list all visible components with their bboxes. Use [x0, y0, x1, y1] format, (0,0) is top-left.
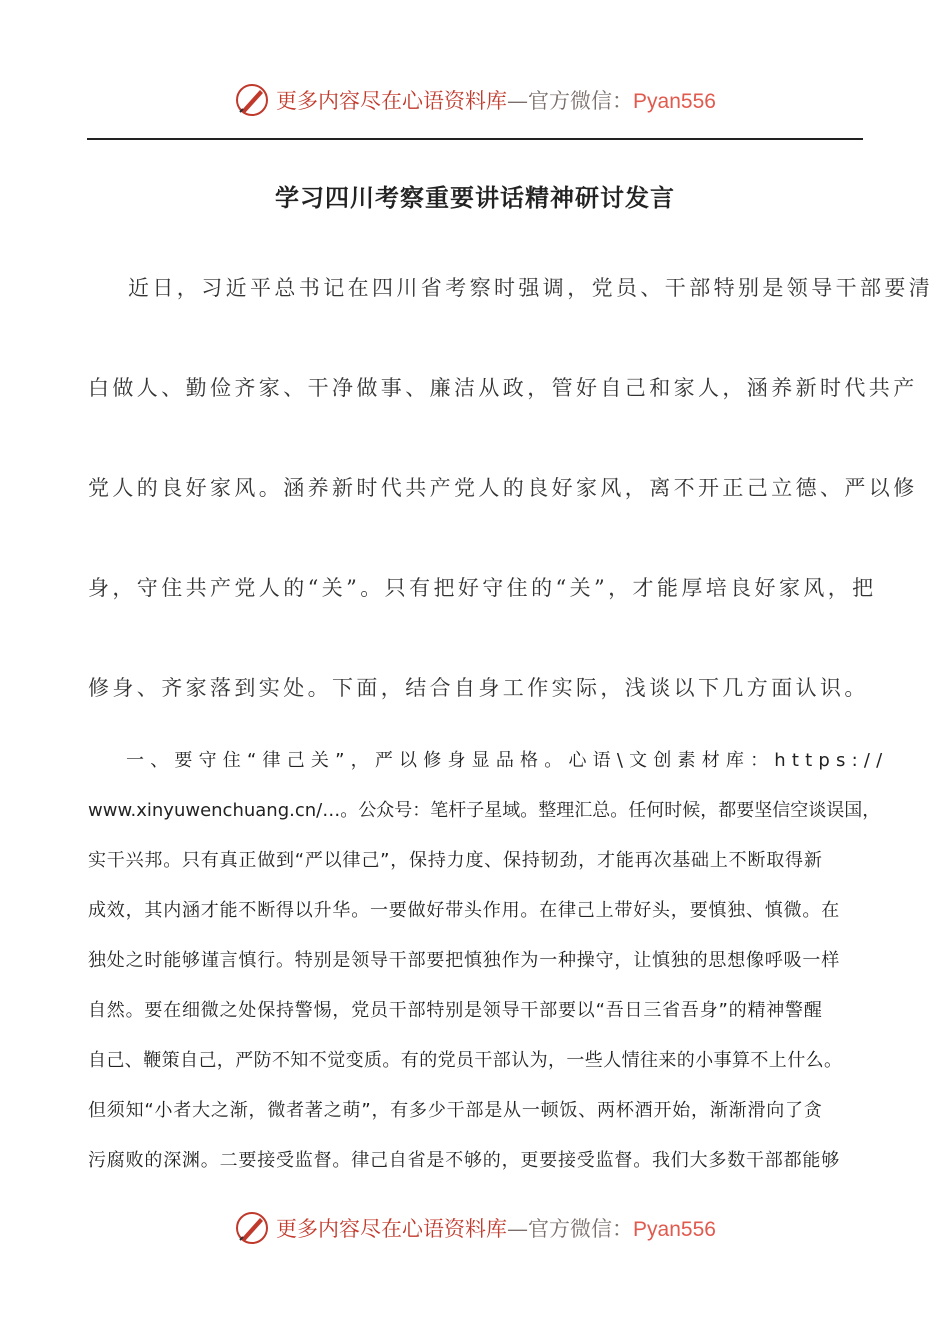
footer-banner: [0, 1210, 950, 1246]
header-divider: [87, 138, 863, 140]
body-line: 实干兴邦。只有真正做到“严以律己”，保持力度、保持韧劲，才能再次基础上不断取得新: [88, 850, 823, 871]
intro-line: 身，守住共产党人的“关”。只有把好守住的“关”，才能厚培良好家风，把: [88, 576, 877, 600]
intro-line: 修身、齐家落到实处。下面，结合自身工作实际，浅谈以下几方面认识。: [88, 676, 869, 700]
banner-text: 更多内容尽在心语资料库—官方微信：Pyan556: [276, 1217, 716, 1241]
body-line: 成效，其内涵才能不断得以升华。一要做好带头作用。在律己上带好头，要慎独、慎微。在: [88, 900, 840, 921]
body-line: 独处之时能够谨言慎行。特别是领导干部要把慎独作为一种操守，让慎独的思想像呼吸一样: [88, 950, 840, 971]
pen-logo-icon: [234, 82, 270, 118]
header-banner: [0, 82, 950, 118]
body-line: 自然。要在细微之处保持警惕，党员干部特别是领导干部要以“吾日三省吾身”的精神警醒: [88, 1000, 823, 1021]
body-line: 但须知“小者大之渐，微者著之萌”，有多少干部是从一顿饭、两杯酒开始，渐渐滑向了贪: [88, 1100, 823, 1121]
body-line: www.xinyuwenchuang.cn/…。公众号：笔杆子星域。整理汇总。任何时候，都要坚信空谈误国，: [88, 800, 881, 821]
body-line: 一、要守住“律己关”，严以修身显品格。心语\文创素材库：https://: [126, 750, 889, 771]
intro-line: 党人的良好家风。涵养新时代共产党人的良好家风，离不开正己立德、严以修: [88, 476, 918, 500]
body-line: 污腐败的深渊。二要接受监督。律己自省是不够的，更要接受监督。我们大多数干部都能够: [88, 1150, 840, 1171]
body-line: 自己、鞭策自己，严防不知不觉变质。有的党员干部认为，一些人情往来的小事算不上什么。: [88, 1050, 843, 1071]
document-title: 学习四川考察重要讲话精神研讨发言: [275, 184, 675, 212]
intro-line: 白做人、勤俭齐家、干净做事、廉洁从政，管好自己和家人，涵养新时代共产: [88, 376, 918, 400]
pen-logo-icon: [234, 1210, 270, 1246]
banner-text: 更多内容尽在心语资料库—官方微信：Pyan556: [276, 89, 716, 113]
intro-line: 近日，习近平总书记在四川省考察时强调，党员、干部特别是领导干部要清: [128, 276, 934, 300]
